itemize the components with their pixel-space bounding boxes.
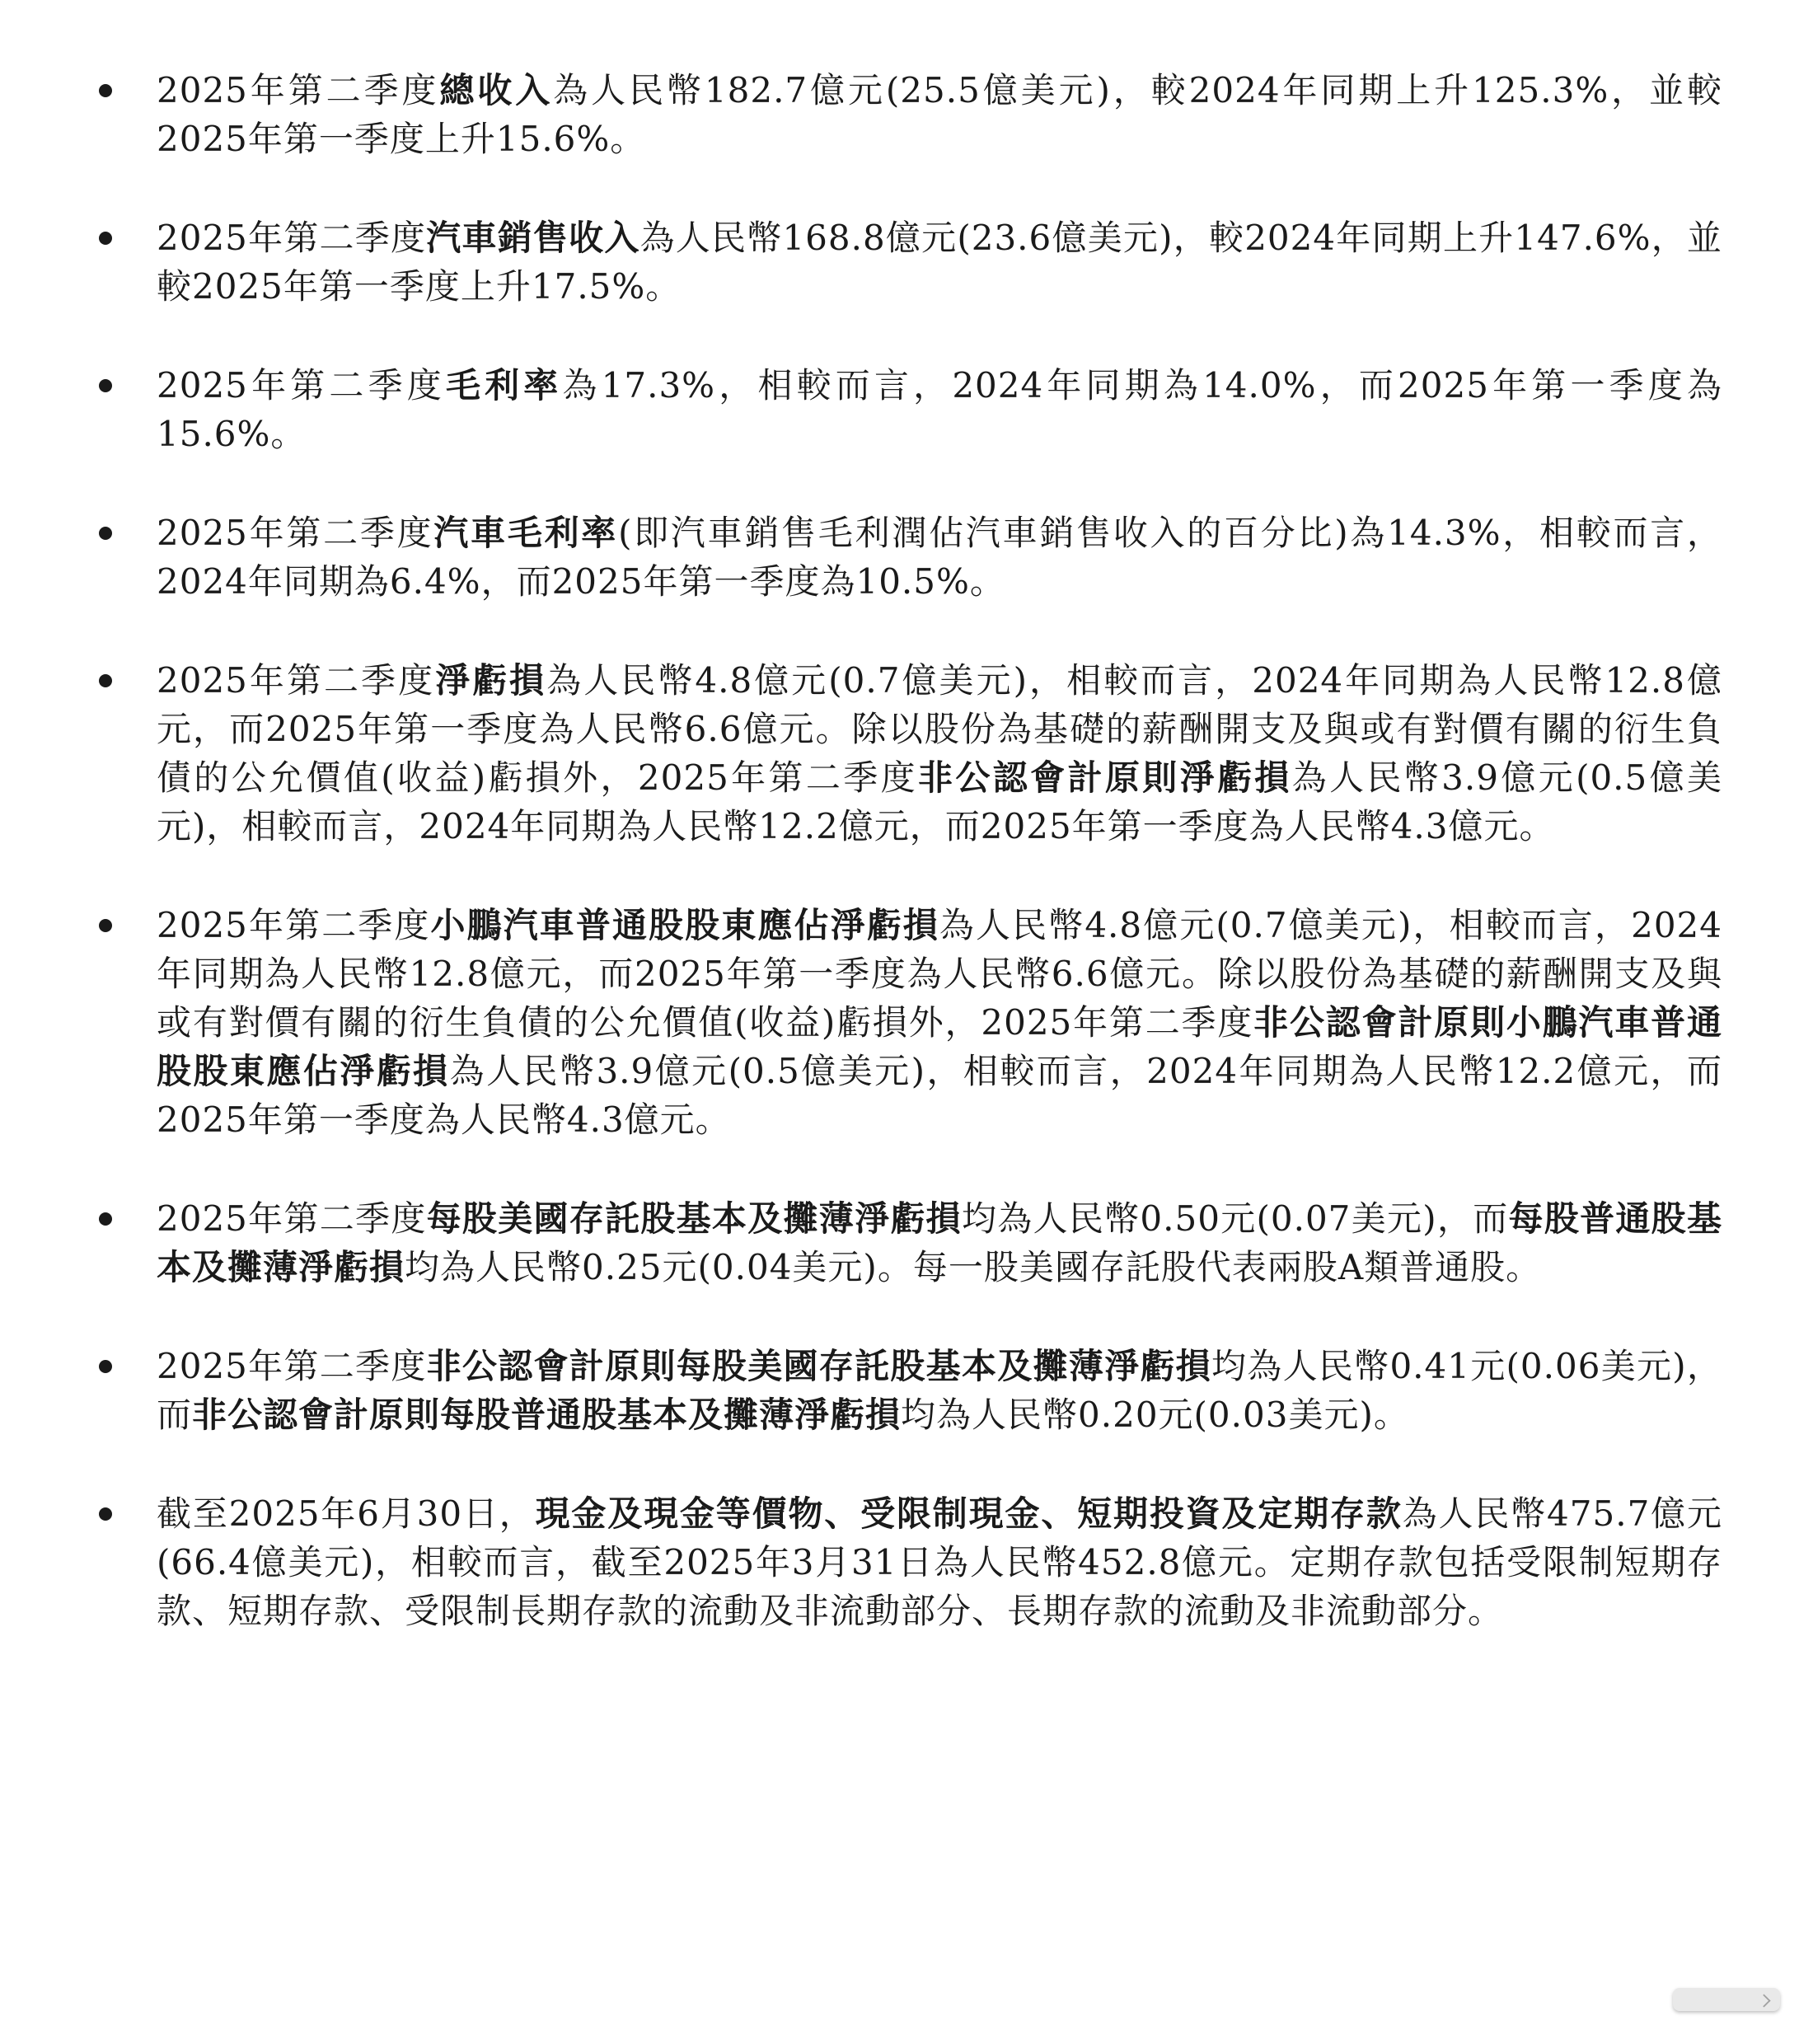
watermark-icon	[1673, 1988, 1780, 2011]
bullet-dot-icon	[99, 1212, 112, 1226]
bullet-text: 均為人民幣0.50元(0.07美元)，而	[961, 1198, 1509, 1239]
bold-term: 總收入	[439, 70, 554, 110]
bullet-item	[99, 213, 1722, 311]
bullet-text: 截至2025年6月30日，	[157, 1493, 536, 1534]
bullet-item	[99, 361, 1722, 458]
bullet-dot-icon	[99, 1360, 112, 1373]
bullet-text: 為人民幣3.9億元(0.5億美元)，相較而言，2024年同期為人民幣12.2億元，而2025年第一季度為人民幣4.3億元。	[157, 1051, 1722, 1140]
bullet-text: 2025年第二季度	[157, 218, 427, 258]
bullet-dot-icon	[99, 84, 112, 97]
bullet-text: 2025年第二季度	[157, 905, 431, 945]
bullet-item	[99, 509, 1722, 606]
bullet-text: 為人民幣3.9億元(0.5億美元)，相較而言，2024年同期為人民幣12.2億元，而2025年第一季度為人民幣4.3億元。	[157, 757, 1722, 846]
bullet-dot-icon	[99, 527, 112, 540]
bullet-dot-icon	[99, 379, 112, 392]
bold-term: 非公認會計原則每股美國存託股基本及攤薄淨虧損	[426, 1346, 1211, 1386]
bullet-text: 2025年第二季度	[157, 365, 446, 406]
bold-term: 小鵬汽車普通股股東應佔淨虧損	[430, 905, 939, 945]
bullet-text: 2025年第二季度	[157, 70, 440, 110]
bullet-dot-icon	[99, 919, 112, 932]
bold-term: 淨虧損	[435, 660, 547, 701]
bullet-text: (即汽車銷售毛利潤佔汽車銷售收入的百分比)為14.3%，相較而言，2024年同期為6.4%，而2025年第一季度為10.5%。	[157, 513, 1723, 602]
bullet-text: 2025年第二季度	[157, 660, 436, 701]
bullet-text: 為人民幣4.8億元(0.7億美元)，相較而言，2024年同期為人民幣12.8億元，而2025年第一季度為人民幣6.6億元。除以股份為基礎的薪酬開支及與或有對價有關的衍生負債的公允價值(收益)虧損外，2025年第二季度	[157, 905, 1722, 1043]
bullet-dot-icon	[99, 674, 112, 687]
bullet-text: 均為人民幣0.41元(0.06美元)，而	[157, 1346, 1722, 1435]
bold-term: 汽車毛利率	[433, 513, 619, 553]
bullet-text: 為人民幣4.8億元(0.7億美元)，相較而言，2024年同期為人民幣12.8億元，而2025年第一季度為人民幣6.6億元。除以股份為基礎的薪酬開支及與或有對價有關的衍生負債的公允價值(收益)虧損外，2025年第二季度	[157, 660, 1722, 798]
document-body	[99, 66, 1722, 1685]
bold-term: 非公認會計原則每股普通股基本及攤薄淨虧損	[192, 1395, 902, 1435]
bold-term: 每股美國存託股基本及攤薄淨虧損	[426, 1198, 962, 1239]
bullet-item	[99, 1489, 1722, 1635]
bold-term: 非公認會計原則小鵬汽車普通股股東應佔淨虧損	[157, 1002, 1722, 1091]
bold-term: 現金及現金等價物、受限制現金、短期投資及定期存款	[535, 1493, 1403, 1534]
bullet-item	[99, 66, 1722, 163]
bullet-item	[99, 656, 1722, 851]
bullet-text: 2025年第二季度	[157, 513, 434, 553]
bullet-item	[99, 1342, 1722, 1439]
bullet-text: 為人民幣168.8億元(23.6億美元)，較2024年同期上升147.6%，並較2025年第一季度上升17.5%。	[157, 218, 1722, 307]
bullet-text: 為人民幣475.7億元(66.4億美元)，相較而言，截至2025年3月31日為人民幣452.8億元。定期存款包括受限制短期存款、短期存款、受限制長期存款的流動及非流動部分、長期存款的流動及非流動部分。	[157, 1493, 1722, 1631]
bullet-dot-icon	[99, 232, 112, 245]
bullet-item	[99, 1194, 1722, 1292]
bullet-text: 2025年第二季度	[157, 1346, 427, 1386]
bullet-list	[99, 66, 1722, 1635]
bullet-text: 為17.3%，相較而言，2024年同期為14.0%，而2025年第一季度為15.6%。	[157, 365, 1722, 454]
bullet-item	[99, 901, 1722, 1144]
bold-term: 非公認會計原則淨虧損	[918, 757, 1292, 798]
bold-term: 毛利率	[445, 365, 563, 406]
bullet-dot-icon	[99, 1507, 112, 1521]
bullet-text: 2025年第二季度	[157, 1198, 427, 1239]
bold-term: 汽車銷售收入	[426, 218, 640, 258]
bullet-text: 均為人民幣0.25元(0.04美元)。每一股美國存託股代表兩股A類普通股。	[405, 1247, 1542, 1287]
bold-term: 每股普通股基本及攤薄淨虧損	[157, 1198, 1722, 1287]
bullet-text: 為人民幣182.7億元(25.5億美元)，較2024年同期上升125.3%，並較2025年第一季度上升15.6%。	[157, 70, 1723, 159]
bullet-text: 均為人民幣0.20元(0.03美元)。	[901, 1395, 1409, 1435]
